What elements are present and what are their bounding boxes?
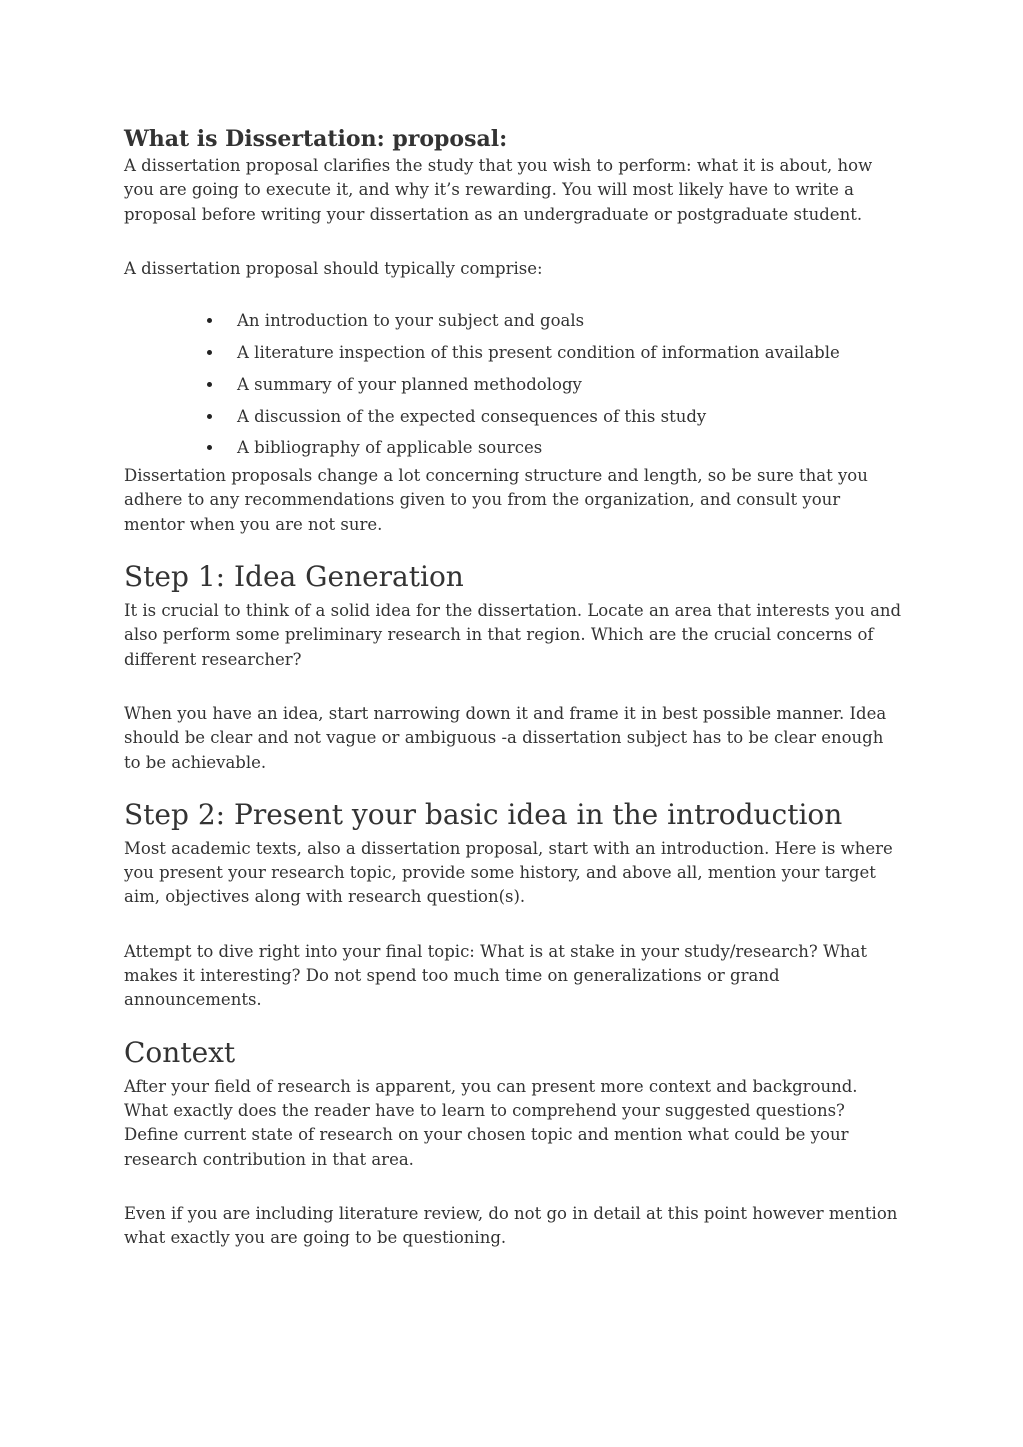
list-item: A literature inspection of this present condition of information available xyxy=(204,337,904,369)
step1-paragraph-1: It is crucial to think of a solid idea for the dissertation. Locate an area that interests you and also perform some preliminary research in that region. Which are the crucial concerns of different researcher? xyxy=(124,601,902,669)
bullet-icon xyxy=(207,350,212,355)
list-item: A bibliography of applicable sources xyxy=(204,432,904,464)
document-page xyxy=(124,124,904,1250)
list-item: A summary of your planned methodology xyxy=(204,369,904,401)
step1-heading: Step 1: Idea Generation xyxy=(124,560,464,594)
bullet-icon xyxy=(207,382,212,387)
step1-paragraph-2: When you have an idea, start narrowing down it and frame it in best possible manner. Idea should be clear and not vague or ambiguous -a dissertation subject has to be clear enough to be achievable. xyxy=(124,703,887,772)
context-paragraph-1: After your field of research is apparent, you can present more context and background. What exactly does the reader have to learn to comprehend your suggested questions? Define current state of research on your chosen topic and mention what could be your research contribution in that area. xyxy=(124,1076,858,1169)
bullet-icon xyxy=(207,414,212,419)
list-item: An introduction to your subject and goals xyxy=(204,305,904,337)
context-heading: Context xyxy=(124,1035,236,1069)
list-item: A discussion of the expected consequences of this study xyxy=(204,401,904,433)
bullet-icon xyxy=(207,445,212,450)
structure-paragraph: Dissertation proposals change a lot concerning structure and length, so be sure that you adhere to any recommendations given to you from the organization, and consult your mentor when you are not sure. xyxy=(124,466,868,534)
intro-paragraph: A dissertation proposal clarifies the study that you wish to perform: what it is about, how you are going to execute it, and why it’s rewarding. You will most likely have to write a proposal before writing your dissertation as an undergraduate or postgraduate student. xyxy=(124,156,873,224)
context-paragraph-2: Even if you are including literature review, do not go in detail at this point however mention what exactly you are going to be questioning. xyxy=(124,1203,898,1248)
proposal-heading: What is Dissertation: proposal: xyxy=(124,126,508,152)
bullet-icon xyxy=(207,318,212,323)
step2-paragraph-1: Most academic texts, also a dissertation proposal, start with an introduction. Here is where you present your research topic, provide some history, and above all, mention your target aim, objectives along with research question(s). xyxy=(124,838,893,907)
step2-paragraph-2: Attempt to dive right into your final topic: What is at stake in your study/research? What makes it interesting? Do not spend too much time on generalizations or grand announcements. xyxy=(124,941,868,1010)
comprise-paragraph: A dissertation proposal should typically comprise: xyxy=(124,258,543,278)
comprise-list xyxy=(124,305,904,464)
step2-heading: Step 2: Present your basic idea in the introduction xyxy=(124,797,843,831)
